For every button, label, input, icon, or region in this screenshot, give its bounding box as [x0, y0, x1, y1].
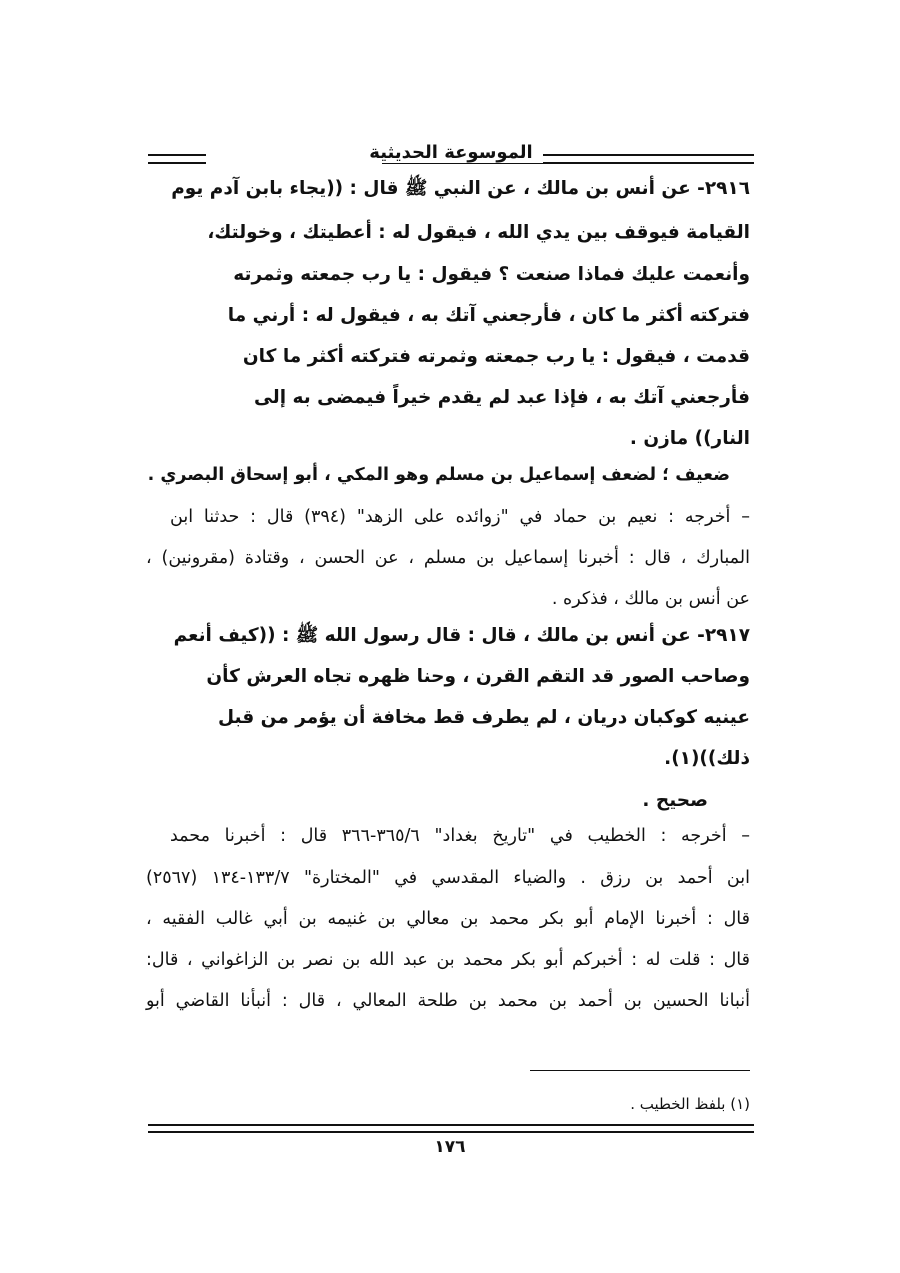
takhrij-2917-line-5: أنبانا الحسين بن أحمد بن محمد بن طلحة المعالي ، قال : أنبأنا القاضي أبو	[146, 991, 750, 1011]
page-number: ١٧٦	[434, 1137, 466, 1157]
takhrij-2917-line-3: قال : أخبرنا الإمام أبو بكر محمد بن معالي بن غنيمه بن أبي غالب الفقيه ،	[146, 909, 750, 929]
hadith-2917-line-1: ٢٩١٧- عن أنس بن مالك ، قال : قال رسول الله ﷺ : ((كيف أنعم	[173, 625, 750, 646]
footer-rule	[148, 1124, 754, 1133]
takhrij-2917-line-4: قال : قلت له : أخبركم أبو بكر محمد بن عبد الله بن نصر بن الزاغواني ، قال:	[146, 950, 750, 970]
hadith-2916-line-6: فأرجعني آتك به ، فإذا عبد لم يقدم خيراً فيمضى به إلى	[254, 387, 750, 408]
hadith-2916-line-1: ٢٩١٦- عن أنس بن مالك ، عن النبي ﷺ قال : ((يجاء بابن آدم يوم	[171, 178, 750, 199]
takhrij-2917-line-1: – أخرجه : الخطيب في "تاريخ بغداد" ٣٦٥/٦-٣٦٦ قال : أخبرنا محمد	[170, 826, 750, 846]
grading-2916: ضعيف ؛ لضعف إسماعيل بن مسلم وهو المكي ، أبو إسحاق البصري .	[147, 465, 730, 485]
hadith-2916-line-4: فتركته أكثر ما كان ، فأرجعني آتك به ، فيقول له : أرني ما	[227, 305, 750, 326]
hadith-2917-line-4: ذلك))(١).	[664, 748, 750, 769]
header-title: الموسوعة الحديثية	[359, 142, 542, 163]
takhrij-2917-line-2: ابن أحمد بن رزق . والضياء المقدسي في "المختارة" ١٣٣/٧-١٣٤ (٢٥٦٧)	[146, 868, 750, 888]
takhrij-2916-line-2: المبارك ، قال : أخبرنا إسماعيل بن مسلم ، عن الحسن ، وقتادة (مقرونين) ،	[146, 548, 750, 568]
hadith-2917-line-3: عينيه كوكبان دريان ، لم يطرف قط مخافة أن يؤمر من قبل	[218, 707, 750, 728]
hadith-2916-line-7: النار)) مازن .	[629, 428, 750, 449]
hadith-2916-line-2: القيامة فيوقف بين يدي الله ، فيقول له : أعطيتك ، وخولتك،	[207, 222, 750, 243]
hadith-2917-line-2: وصاحب الصور قد التقم القرن ، وحنا ظهره تجاه العرش كأن	[206, 666, 750, 687]
footnote-1: (١) بلفظ الخطيب .	[630, 1095, 750, 1113]
hadith-2916-line-5: قدمت ، فيقول : يا رب جمعته وثمرته فتركته أكثر ما كان	[242, 346, 750, 367]
hadith-2916-line-3: وأنعمت عليك فماذا صنعت ؟ فيقول : يا رب جمعته وثمرته	[233, 264, 750, 285]
footnote-separator	[530, 1070, 750, 1071]
takhrij-2916-line-1: – أخرجه : نعيم بن حماد في "زوائده على الزهد" (٣٩٤) قال : حدثنا ابن	[170, 507, 750, 527]
takhrij-2916-line-3: عن أنس بن مالك ، فذكره .	[551, 589, 750, 609]
running-header	[148, 142, 754, 168]
grading-2917: صحيح .	[642, 790, 708, 811]
